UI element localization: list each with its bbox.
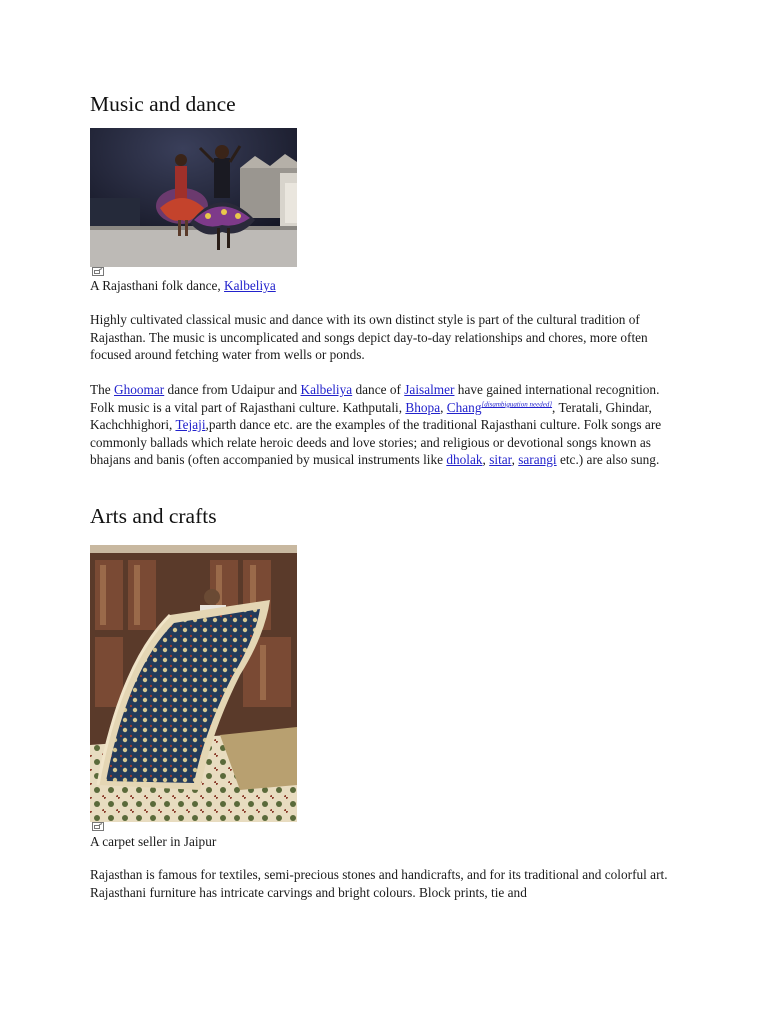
paragraph-music-2: The Ghoomar dance from Udaipur and Kalbeliya dance of Jaisalmer have gained international recognition. Folk music is a vital part of Rajasthani culture. Kathputali, Bhopa, Chang[disambiguation needed], Teratali, Ghindar, Kachchhighori, Tejaji,parth dance etc. are the examples of the traditional Rajasthani culture. Folk songs are commonly ballads which relate heroic deeds and love stories; and religious or devotional songs known as bhajans and banis (often accompanied by musical instruments like dholak, sitar, sarangi etc.) are also sung.: [90, 382, 662, 467]
caption-text: A Rajasthani folk dance,: [90, 278, 225, 293]
link-tejaji[interactable]: Tejaji: [175, 417, 206, 432]
link-kalbeliya[interactable]: Kalbeliya: [300, 382, 353, 397]
folk-dance-caption: [90, 277, 680, 295]
enlarge-icon[interactable]: [92, 822, 104, 831]
link-dholak[interactable]: dholak: [446, 452, 483, 467]
carpet-seller-photo[interactable]: [90, 545, 297, 822]
heading-arts-and-crafts: Arts and crafts: [90, 504, 217, 528]
link-chang[interactable]: Chang: [446, 399, 482, 415]
carpet-seller-caption: A carpet seller in Jaipur: [90, 834, 217, 849]
link-kalbeliya-caption[interactable]: Kalbeliya: [224, 278, 276, 293]
link-sarangi[interactable]: sarangi: [518, 452, 557, 467]
link-sitar[interactable]: sitar: [489, 452, 512, 467]
link-jaisalmer[interactable]: Jaisalmer: [404, 382, 455, 397]
paragraph-music-1: Highly cultivated classical music and dance with its own distinct style is part of the cultural tradition of Rajasthan. The music is uncomplicated and songs depict day-to-day relationships and chores, more often focused around fetching water from wells or ponds.: [90, 312, 648, 362]
link-bhopa[interactable]: Bhopa: [405, 399, 441, 415]
heading-music-and-dance: Music and dance: [90, 92, 236, 116]
enlarge-icon[interactable]: [92, 267, 104, 276]
link-ghoomar[interactable]: Ghoomar: [114, 382, 165, 397]
link-disambiguation-needed[interactable]: [disambiguation needed]: [481, 400, 553, 409]
folk-dance-photo[interactable]: [90, 128, 297, 267]
paragraph-arts-1: Rajasthan is famous for textiles, semi-precious stones and handicrafts, and for its traditional and colorful art. Rajasthani furniture has intricate carvings and bright colours. Block prints, tie and: [90, 867, 668, 900]
